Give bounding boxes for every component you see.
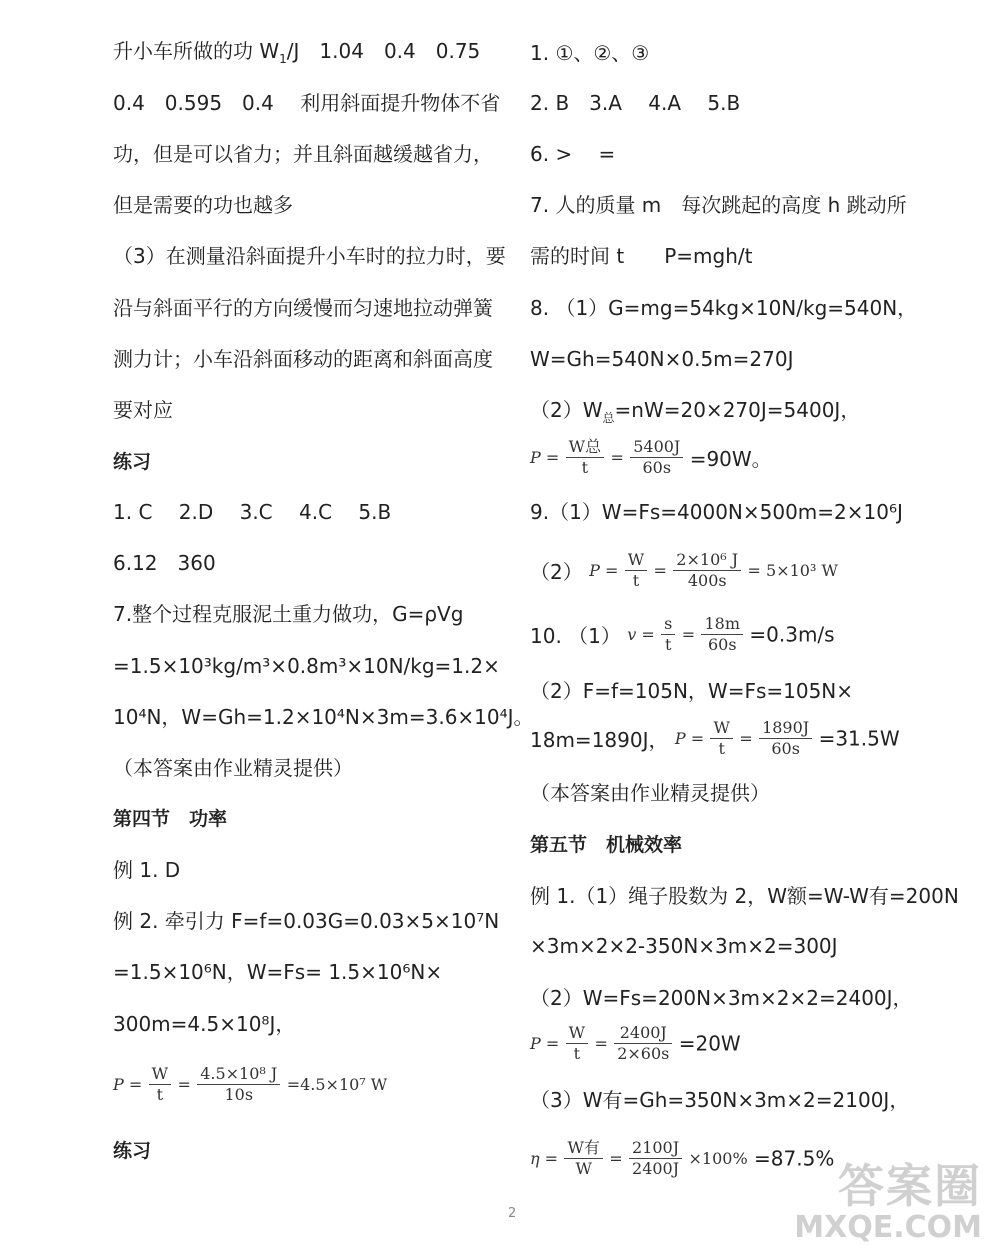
fraction [701,614,743,655]
page-number: 2 [508,1206,517,1221]
denominator: 400s [687,571,727,590]
formula-line [530,718,900,759]
text-line: （本答案由作业精灵提供） [530,781,770,805]
text: =nW=20×270J=5400J， [614,398,861,422]
text-line: 6. > = [530,142,616,166]
text-line: 2. B 3.A 4.A 5.B [530,91,741,115]
numerator: 1890J [759,718,812,739]
equals-sign: = [177,1075,191,1094]
numerator: 4.5×10⁸ J [197,1064,280,1085]
formula-symbol: v = [627,625,655,644]
fraction [625,550,647,591]
text-line: W=Gh=540N×0.5m=270J [530,347,794,371]
text-line: 测力计；小车沿斜面移动的距离和斜面高度 [113,347,493,371]
watermark-logo [794,1150,992,1245]
text-line: 9.（1）W=Fs=4000N×500m=2×10⁶J [530,500,903,524]
numerator: 2400J [614,1023,672,1044]
text: （2）W [530,398,603,422]
text-line [113,38,480,72]
formula-symbol: P = [530,448,560,467]
formula-text: ×100% [688,1149,748,1168]
text-line: 沿与斜面平行的方向缓慢而匀速地拉动弹簧 [113,296,493,320]
section-heading: 第五节 机械效率 [530,834,683,856]
fraction [710,718,732,759]
denominator: t [573,1044,581,1063]
fraction [630,437,683,478]
subscript: 1 [279,52,287,66]
formula-symbol: P = [674,729,705,748]
formula-result: =4.5×10⁷ W [286,1075,388,1094]
denominator: 2400J [632,1159,680,1178]
fraction [661,614,675,655]
watermark-url: MXQE.COM [794,1210,982,1245]
text-line: 7. 人的质量 m 每次跳起的高度 h 跳动所 [530,193,907,217]
text-line: 功，但是可以省力；并且斜面越缓越省力， [113,142,493,166]
text-line: （2）W=Fs=200N×3m×2×2=2400J， [530,986,913,1010]
denominator: 10s [224,1085,254,1104]
formula-symbol: P = [589,561,619,580]
text-line: 1. C 2.D 3.C 4.C 5.B [113,500,392,524]
denominator: 60s [707,635,737,654]
equals-sign: = [739,729,753,748]
numerator: W [710,718,732,739]
fraction [566,1023,588,1064]
equals-sign: = [609,1149,623,1168]
section-heading: 第四节 功率 [113,808,228,830]
formula-symbol: η = [530,1149,559,1168]
numerator: W [625,550,647,571]
section-heading: 练习 [113,1140,152,1162]
text-line: 0.4 0.595 0.4 利用斜面提升物体不省 [113,91,501,115]
numerator: W [149,1064,171,1085]
denominator: t [156,1085,164,1104]
numerator: 2100J [629,1138,682,1159]
text-line [530,397,860,431]
formula-result: =20W [678,1031,741,1056]
text-line: 10⁴N，W=Gh=1.2×10⁴N×3m=3.6×10⁴J。 [113,705,534,729]
formula-result: =90W。 [689,447,772,471]
formula-result: =0.3m/s [749,622,835,647]
formula-line [113,1064,387,1105]
denominator: t [632,571,640,590]
numerator: s [661,614,675,635]
subscript: 总 [602,411,615,425]
denominator: t [718,739,725,758]
fraction [614,1023,672,1064]
text: /J 1.04 0.4 0.75 [286,39,481,63]
text-line: =1.5×10⁶N，W=Fs= 1.5×10⁶N× [113,960,443,984]
formula-result: = 5×10³ W [747,561,838,580]
fraction [673,550,741,591]
numerator: W有 [564,1138,602,1159]
numerator: 18m [701,614,743,635]
numerator: 5400J [630,437,683,458]
denominator: 60s [771,739,800,758]
formula-line [530,614,835,655]
formula-result: =87.5% [754,1146,835,1171]
fraction [629,1138,682,1179]
text-line: （本答案由作业精灵提供） [113,756,353,780]
fraction [197,1064,280,1105]
formula-line [530,1138,834,1179]
formula-line [530,550,838,591]
denominator: W [575,1159,592,1178]
text: 10. （1） [530,624,621,648]
equals-sign: = [681,625,696,644]
fraction [566,437,604,478]
fraction [149,1064,171,1105]
text-line: 需的时间 t P=mgh/t [530,244,753,268]
fraction [759,718,812,759]
denominator: 60s [642,458,672,477]
numerator: 2×10⁶ J [673,550,741,571]
fraction [564,1138,602,1179]
text-line: 例 1. D [113,858,181,882]
text-line: =1.5×10³kg/m³×0.8m³×10N/kg=1.2× [113,654,500,678]
equals-sign: = [653,561,667,580]
text-line: 6.12 360 [113,551,216,575]
denominator: 2×60s [617,1044,670,1063]
section-heading: 练习 [113,451,152,473]
text-line: 1. ①、②、③ [530,41,650,65]
formula-symbol: P = [113,1075,143,1094]
text-line: （3）在测量沿斜面提升小车时的拉力时，要 [113,244,506,268]
denominator: t [581,458,589,477]
formula-result: =31.5W [818,726,900,751]
formula-symbol: P = [530,1034,560,1053]
equals-sign: = [594,1034,608,1053]
text-line: 要对应 [113,398,173,422]
text-line: ×3m×2×2-350N×3m×2=300J [530,934,838,958]
numerator: W总 [566,437,604,458]
numerator: W [566,1023,588,1044]
text-line: 例 2. 牵引力 F=f=0.03G=0.03×5×10⁷N [113,909,500,933]
text-line: 但是需要的功也越多 [113,193,293,217]
text-line: 7.整个过程克服泥土重力做功，G=ρVg [113,602,464,626]
formula-line [530,1023,741,1064]
text: 升小车所做的功 W [113,39,280,63]
text-line: （2）F=f=105N，W=Fs=105N× [530,679,854,703]
equals-sign: = [610,448,624,467]
formula-line [530,437,772,478]
text: （2） [530,560,583,584]
text-line: （3）W有=Gh=350N×3m×2=2100J， [530,1088,910,1112]
text-line: 8. （1）G=mg=54kg×10N/kg=540N， [530,296,918,320]
denominator: t [665,635,672,654]
text-line: 例 1.（1）绳子股数为 2，W额=W-W有=200N [530,884,959,908]
watermark-text: 答案圈 [838,1159,982,1213]
text-line: 300m=4.5×10⁸J， [113,1012,296,1036]
text: 18m=1890J， [530,728,669,752]
